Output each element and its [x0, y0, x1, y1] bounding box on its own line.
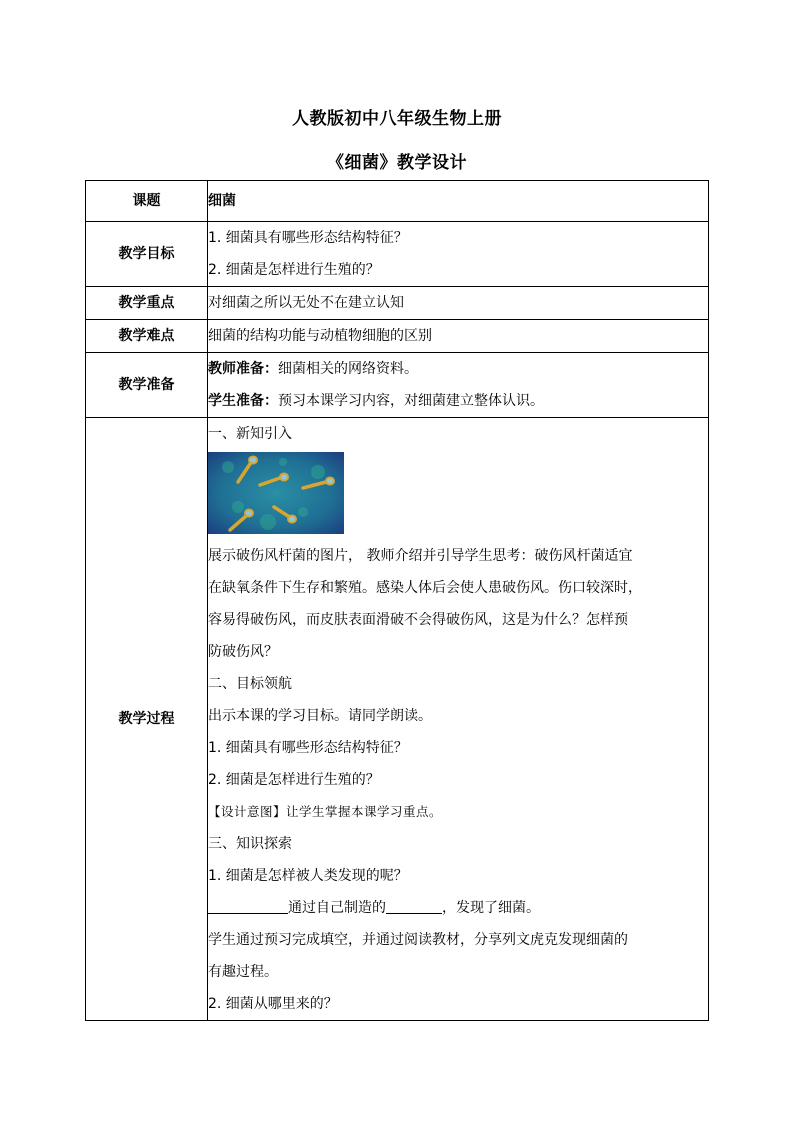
document-subtitle: 《细菌》教学设计 [327, 153, 467, 173]
objective-item: 2. 细菌是怎样进行生殖的？ [208, 262, 380, 278]
student-prep-label: 学生准备： [208, 393, 278, 409]
value-difficulty: 细菌的结构功能与动植物细胞的区别 [208, 320, 709, 353]
table-row-preparation [86, 353, 709, 418]
label-preparation: 教学准备 [86, 353, 208, 418]
blank-text-mid: 通过自己制造的 [288, 900, 386, 916]
paragraph-line: 在缺氧条件下生存和繁殖。感染人体后会使人患破伤风。伤口较深时， [208, 580, 642, 596]
design-intent: 【设计意图】让学生掌握本课学习重点。 [208, 804, 443, 819]
paragraph-line: 展示破伤风杆菌的图片， 教师介绍并引导学生思考：破伤风杆菌适宜 [208, 548, 633, 564]
label-topic: 课题 [86, 181, 208, 222]
paragraph-line: 防破伤风？ [208, 644, 278, 660]
section-heading: 三、知识探索 [208, 836, 292, 852]
label-key-point: 教学重点 [86, 287, 208, 320]
lesson-plan-table [85, 180, 709, 1021]
goal-item: 2. 细菌是怎样进行生殖的？ [208, 772, 380, 788]
question-item: 1. 细菌是怎样被人类发现的呢？ [208, 868, 408, 884]
goal-item: 1. 细菌具有哪些形态结构特征？ [208, 740, 408, 756]
table-row-key-point [86, 287, 709, 320]
objective-item: 1. 细菌具有哪些形态结构特征？ [208, 230, 408, 246]
blank-field [208, 895, 288, 914]
paragraph-line: 学生通过预习完成填空，并通过阅读教材，分享列文虎克发现细菌的 [208, 932, 628, 948]
teacher-preparation [208, 353, 708, 385]
teacher-prep-value: 细菌相关的网络资料。 [278, 361, 418, 377]
student-prep-value: 预习本课学习内容，对细菌建立整体认识。 [278, 393, 544, 409]
label-objectives: 教学目标 [86, 222, 208, 287]
table-row-process [86, 418, 709, 1021]
blank-text-end: ，发现了细菌。 [442, 900, 540, 916]
table-row-difficulty [86, 320, 709, 353]
section-heading: 二、目标领航 [208, 676, 292, 692]
table-row-topic [86, 181, 709, 222]
value-objectives [208, 222, 709, 287]
value-topic: 细菌 [208, 181, 709, 222]
student-preparation [208, 385, 708, 417]
teacher-prep-label: 教师准备： [208, 361, 278, 377]
paragraph-line: 容易得破伤风，而皮肤表面滑破不会得破伤风，这是为什么？怎样预 [208, 612, 628, 628]
value-process [208, 418, 709, 1021]
value-preparation [208, 353, 709, 418]
value-key-point: 对细菌之所以无处不在建立认知 [208, 287, 709, 320]
label-process: 教学过程 [86, 418, 208, 1021]
paragraph-line: 有趣过程。 [208, 964, 278, 980]
table-row-objectives [86, 222, 709, 287]
section-heading: 一、新知引入 [208, 426, 292, 442]
question-item: 2. 细菌从哪里来的？ [208, 996, 338, 1012]
document-title: 人教版初中八年级生物上册 [292, 109, 502, 129]
paragraph-line: 出示本课的学习目标。请同学朗读。 [208, 708, 432, 724]
blank-field [386, 895, 442, 914]
label-difficulty: 教学难点 [86, 320, 208, 353]
tetanus-bacteria-image [208, 452, 344, 534]
fill-in-blank-line [208, 892, 708, 924]
